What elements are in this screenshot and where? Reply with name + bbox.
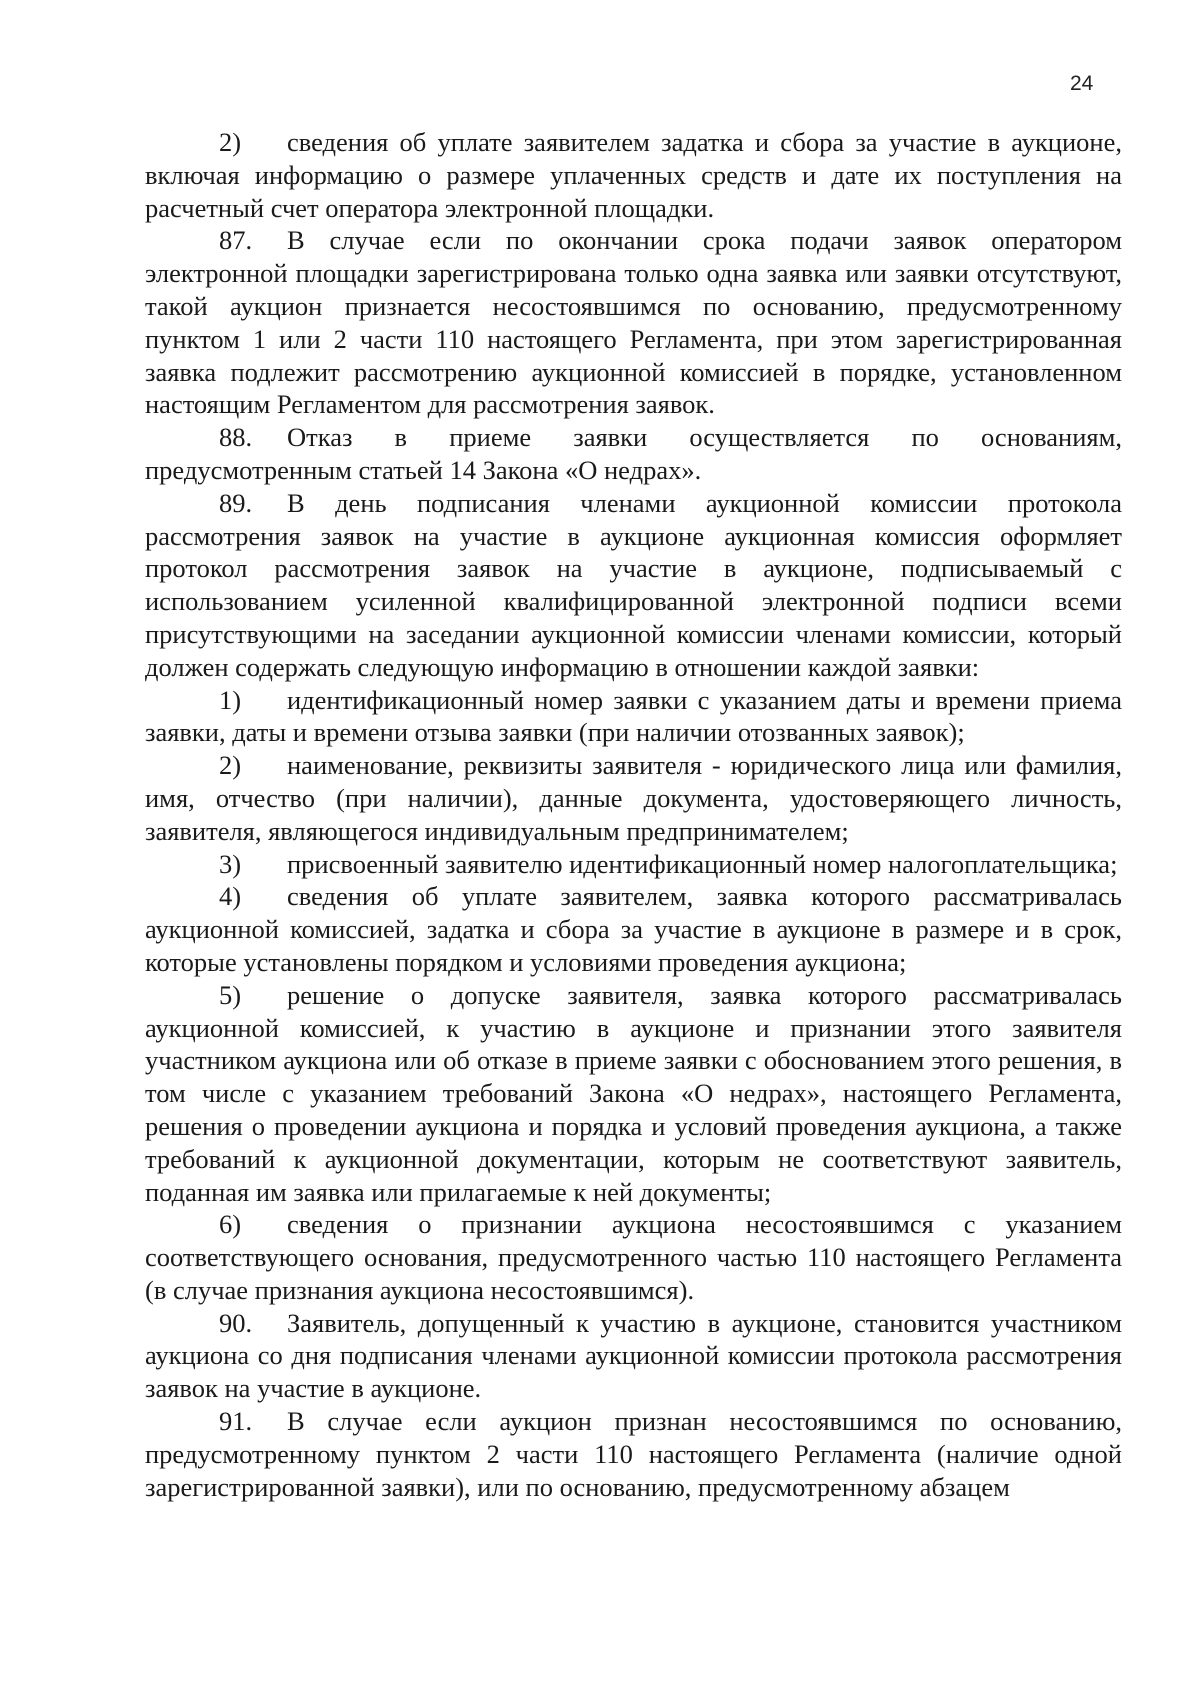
list-item-5 (145, 979, 1122, 1209)
paragraph-text: В случае если по окончании срока подачи заявок оператором электронной площадки зарегистрирована только одна заявка или заявки отсутствуют, такой аукцион признается несостоявшимся по основанию, предусмотренному пунктом 1 или 2 части 110 настоящего Регламента, при этом зарегистрированная заявка подлежит рассмотрению аукционной комиссией в порядке, установленном настоящим Регламентом для рассмотрения заявок. (145, 225, 1122, 420)
page-number: 24 (1070, 72, 1094, 95)
item-text: присвоенный заявителю идентификационный номер налогоплательщика; (287, 848, 1118, 879)
list-item-6 (145, 1208, 1122, 1306)
paragraph-91 (145, 1405, 1122, 1503)
paragraph-text: Отказ в приеме заявки осуществляется по основаниям, предусмотренным статьей 14 Закона «О недрах». (145, 422, 1122, 485)
list-item-1 (145, 684, 1122, 750)
item-number: 4) (219, 881, 242, 912)
item-text: наименование, реквизиты заявителя - юридического лица или фамилия, имя, отчество (при наличии), данные документа, удостоверяющего личность, заявителя, являющегося индивидуальным предпринимателем; (145, 750, 1122, 846)
item-text: решение о допуске заявителя, заявка которого рассматривалась аукционной комиссией, к участию в аукционе и признании этого заявителя участником аукциона или об отказе в приеме заявки с обоснованием этого решения, в том числе с указанием требований Закона «О недрах», настоящего Регламента, решения о проведении аукциона и порядка и условий проведения аукциона, а также требований к аукционной документации, которым не соответствуют заявитель, поданная им заявка или прилагаемые к ней документы; (145, 979, 1122, 1207)
item-number: 2) (219, 127, 242, 157)
item-number: 5) (219, 979, 242, 1010)
paragraph-number: 87. (219, 225, 253, 256)
paragraph-90 (145, 1307, 1122, 1405)
paragraph-number: 89. (219, 487, 253, 518)
document-body (145, 126, 1122, 1503)
paragraph-text: В день подписания членами аукционной комиссии протокола рассмотрения заявок на участие в аукционе аукционная комиссия оформляет протокол рассмотрения заявок на участие в аукционе, подписываемый с использованием усиленной квалифицированной электронной подписи всеми присутствующими на заседании аукционной комиссии членами комиссии, который должен содержать следующую информацию в отношении каждой заявки: (145, 487, 1122, 682)
paragraph-number: 90. (219, 1307, 253, 1338)
list-item-2 (145, 749, 1122, 847)
item-number: 1) (219, 684, 242, 715)
item-text: сведения о признании аукциона несостоявшимся с указанием соответствующего основания, предусмотренного частью 110 настоящего Регламента (в случае признания аукциона несостоявшимся). (145, 1209, 1122, 1305)
item-text: идентификационный номер заявки с указанием даты и времени приема заявки, даты и времени отзыва заявки (при наличии отозванных заявок); (145, 684, 1122, 748)
paragraph-text: Заявитель, допущенный к участию в аукционе, становится участником аукциона со дня подписания членами аукционной комиссии протокола рассмотрения заявок на участие в аукционе. (145, 1307, 1122, 1404)
item-text: сведения об уплате заявителем, заявка которого рассматривалась аукционной комиссией, задатка и сбора за участие в аукционе в размере и в срок, которые установлены порядком и условиями проведения аукциона; (145, 881, 1122, 977)
paragraph-text: В случае если аукцион признан несостоявшимся по основанию, предусмотренному пунктом 2 части 110 настоящего Регламента (наличие одной зарегистрированной заявки), или по основанию, предусмотренному абзацем (145, 1406, 1122, 1502)
paragraph-number: 88. (219, 422, 253, 453)
item-number: 2) (219, 750, 242, 781)
paragraph-87 (145, 224, 1122, 421)
list-item-4 (145, 880, 1122, 978)
paragraph-89 (145, 487, 1122, 684)
item-number: 6) (219, 1209, 242, 1240)
item-number: 3) (219, 848, 242, 879)
item-text: сведения об уплате заявителем задатка и сбора за участие в аукционе, включая информацию о размере уплаченных средств и дате их поступления на расчетный счет оператора электронной площадки. (145, 127, 1122, 223)
list-item-2-payment (145, 126, 1122, 224)
list-item-3 (145, 848, 1122, 881)
paragraph-88 (145, 421, 1122, 487)
paragraph-number: 91. (219, 1406, 253, 1437)
